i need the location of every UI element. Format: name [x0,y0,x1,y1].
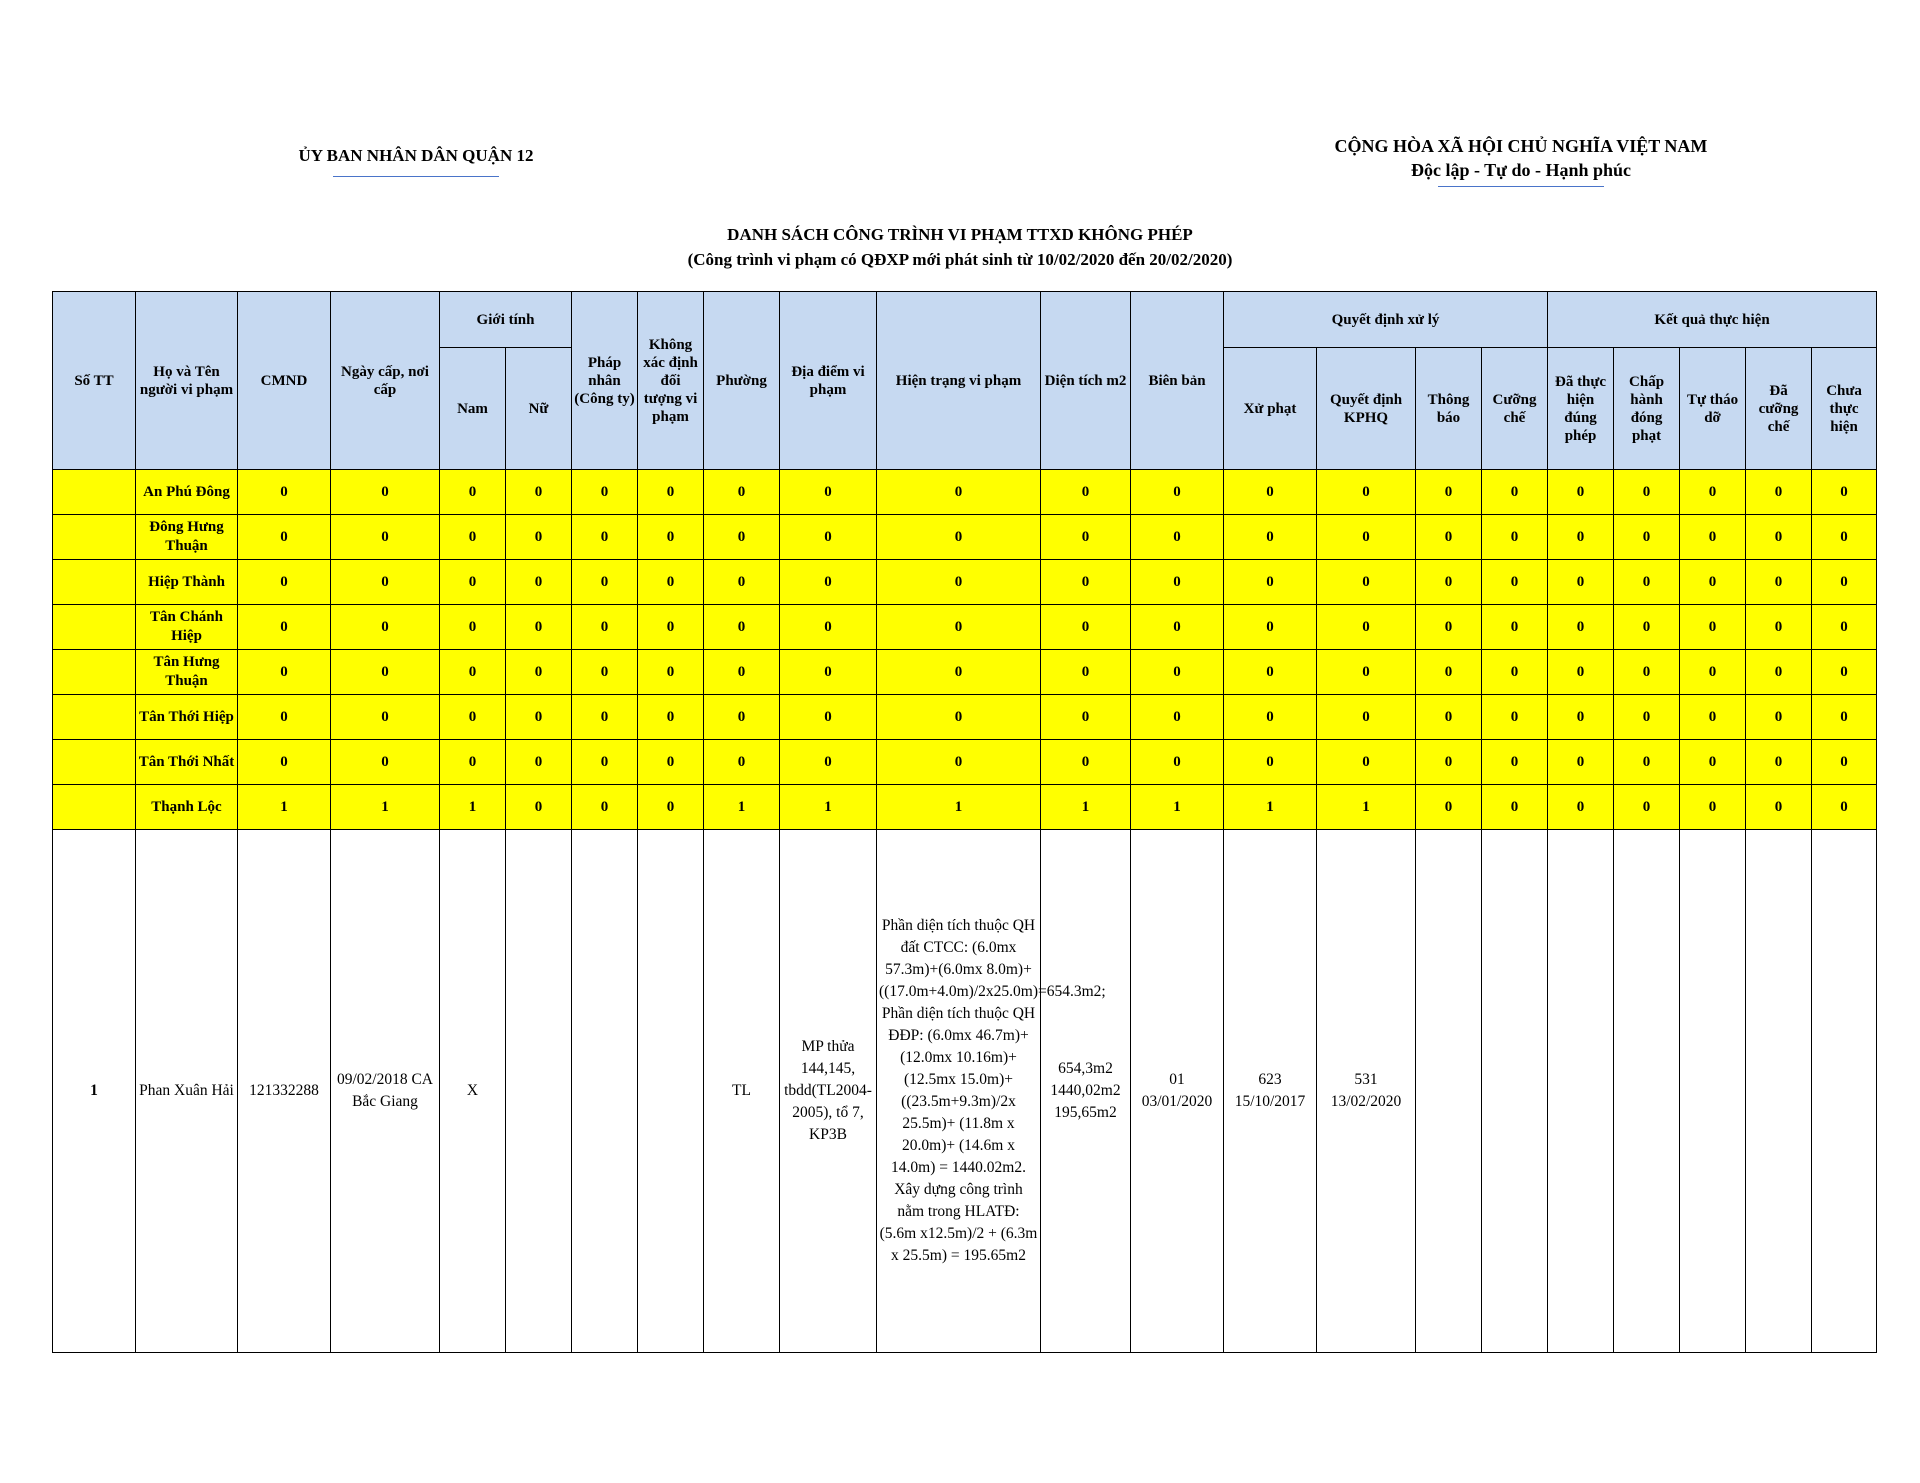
ward-name: Thạnh Lộc [136,785,238,830]
detail-so-tt: 1 [53,830,136,1353]
detail-dia-diem: MP thửa 144,145, tbdd(TL2004-2005), tổ 7, KP3B [780,830,877,1353]
ward-so-tt [53,785,136,830]
ward-value: 0 [1548,695,1614,740]
ward-row [53,695,1877,740]
ward-value: 0 [780,515,877,560]
ward-value: 0 [704,650,780,695]
detail-kphq: 531 13/02/2020 [1317,830,1416,1353]
ward-value: 0 [1548,515,1614,560]
ward-value: 0 [1416,740,1482,785]
ward-value: 0 [331,695,440,740]
ward-value: 0 [1224,695,1317,740]
ward-value: 0 [704,695,780,740]
ward-so-tt [53,515,136,560]
header-chap-hanh: Chấp hành đóng phạt [1614,348,1680,470]
ward-value: 0 [238,515,331,560]
ward-value: 0 [440,515,506,560]
detail-tu-thao-do [1680,830,1746,1353]
ward-value: 0 [1416,470,1482,515]
national-header [1296,134,1746,187]
ward-value: 0 [1131,605,1224,650]
ward-value: 0 [1614,605,1680,650]
ward-value: 0 [1317,695,1416,740]
ward-row [53,785,1877,830]
detail-thong-bao [1416,830,1482,1353]
ward-value: 0 [1416,695,1482,740]
ward-value: 0 [238,650,331,695]
ward-row [53,605,1877,650]
ward-value: 0 [1548,650,1614,695]
ward-value: 0 [1614,650,1680,695]
ward-value: 0 [1812,470,1877,515]
ward-value: 0 [572,650,638,695]
detail-khong-xac-dinh [638,830,704,1353]
table-row [53,830,1877,1353]
ward-so-tt [53,470,136,515]
ward-value: 0 [1614,740,1680,785]
detail-ho-ten: Phan Xuân Hải [136,830,238,1353]
detail-da-cuong-che [1746,830,1812,1353]
ward-value: 0 [1131,470,1224,515]
ward-value: 0 [331,470,440,515]
ward-row [53,560,1877,605]
ward-value: 0 [1614,785,1680,830]
header-cuong-che: Cưỡng chế [1482,348,1548,470]
ward-value: 0 [1614,515,1680,560]
ward-value: 0 [1482,605,1548,650]
header-tu-thao-do: Tự tháo dỡ [1680,348,1746,470]
ward-value: 0 [1680,515,1746,560]
ward-value: 0 [1416,785,1482,830]
ward-value: 0 [331,515,440,560]
agency-name: ỦY BAN NHÂN DÂN QUẬN 12 [298,146,534,165]
detail-phap-nhan [572,830,638,1353]
ward-value: 0 [780,740,877,785]
ward-value: 0 [704,740,780,785]
ward-value: 0 [1812,515,1877,560]
ward-value: 0 [506,650,572,695]
ward-value: 0 [1224,515,1317,560]
agency-underline [333,176,499,177]
ward-value: 1 [877,785,1041,830]
ward-value: 0 [238,740,331,785]
national-title: CỘNG HÒA XÃ HỘI CHỦ NGHĨA VIỆT NAM [1334,136,1708,156]
ward-so-tt [53,740,136,785]
header-xu-phat: Xử phạt [1224,348,1317,470]
ward-value: 0 [1041,560,1131,605]
header-phap-nhan: Pháp nhân (Công ty) [572,292,638,470]
ward-name: An Phú Đông [136,470,238,515]
ward-value: 0 [1746,740,1812,785]
ward-so-tt [53,695,136,740]
ward-value: 0 [1746,560,1812,605]
ward-row [53,515,1877,560]
ward-value: 0 [638,695,704,740]
header-chua-thuc-hien: Chưa thực hiện [1812,348,1877,470]
header-ho-ten: Họ và Tên người vi phạm [136,292,238,470]
motto-underline [1438,186,1604,187]
ward-value: 0 [877,695,1041,740]
detail-nu [506,830,572,1353]
title-main: DANH SÁCH CÔNG TRÌNH VI PHẠM TTXD KHÔNG PHÉP [727,225,1193,244]
ward-value: 0 [704,515,780,560]
ward-so-tt [53,605,136,650]
ward-value: 0 [1041,650,1131,695]
ward-value: 0 [1680,695,1746,740]
ward-value: 0 [1548,560,1614,605]
ward-value: 0 [780,560,877,605]
detail-rows [53,830,1877,1353]
ward-value: 0 [1812,650,1877,695]
national-motto: Độc lập - Tự do - Hạnh phúc [1410,160,1632,180]
violation-table [52,291,1877,1353]
ward-value: 0 [1548,605,1614,650]
ward-value: 0 [1548,740,1614,785]
ward-value: 0 [1614,560,1680,605]
ward-value: 0 [877,515,1041,560]
ward-name: Hiệp Thành [136,560,238,605]
header-hien-trang: Hiện trạng vi phạm [877,292,1041,470]
ward-value: 0 [331,560,440,605]
ward-value: 0 [238,470,331,515]
header-nam: Nam [440,348,506,470]
ward-value: 0 [572,515,638,560]
ward-value: 0 [1131,695,1224,740]
ward-value: 0 [1746,785,1812,830]
ward-value: 0 [638,605,704,650]
ward-so-tt [53,560,136,605]
ward-value: 0 [1317,515,1416,560]
ward-value: 0 [440,740,506,785]
ward-value: 0 [1482,515,1548,560]
detail-phuong: TL [704,830,780,1353]
header-group-gioi-tinh: Giới tính [440,292,572,348]
ward-row [53,650,1877,695]
ward-value: 0 [506,515,572,560]
ward-value: 0 [1812,695,1877,740]
ward-value: 0 [1224,740,1317,785]
ward-value: 0 [1131,740,1224,785]
detail-da-thuc-hien [1548,830,1614,1353]
ward-value: 0 [1224,470,1317,515]
ward-value: 0 [877,470,1041,515]
ward-value: 0 [1680,470,1746,515]
header-group-quyet-dinh: Quyết định xử lý [1224,292,1548,348]
header-cmnd: CMND [238,292,331,470]
ward-name: Đông Hưng Thuận [136,515,238,560]
ward-value: 0 [877,650,1041,695]
ward-value: 1 [1317,785,1416,830]
ward-value: 0 [1746,470,1812,515]
detail-chua-thuc-hien [1812,830,1877,1353]
detail-dien-tich: 654,3m2 1440,02m2 195,65m2 [1041,830,1131,1353]
ward-value: 0 [638,650,704,695]
ward-value: 0 [1746,650,1812,695]
ward-name: Tân Thới Hiệp [136,695,238,740]
ward-value: 1 [331,785,440,830]
ward-summary-rows [53,470,1877,830]
ward-value: 0 [572,695,638,740]
ward-value: 0 [1131,650,1224,695]
ward-value: 0 [780,650,877,695]
header-dia-diem: Địa điểm vi phạm [780,292,877,470]
ward-value: 0 [1041,740,1131,785]
ward-value: 0 [1317,560,1416,605]
header-dien-tich: Diện tích m2 [1041,292,1131,470]
ward-value: 0 [506,605,572,650]
ward-so-tt [53,650,136,695]
ward-value: 1 [1041,785,1131,830]
ward-value: 0 [1812,560,1877,605]
ward-value: 0 [331,740,440,785]
ward-value: 0 [1224,560,1317,605]
ward-value: 0 [1746,695,1812,740]
ward-value: 0 [1614,695,1680,740]
ward-name: Tân Thới Nhất [136,740,238,785]
ward-value: 0 [1746,515,1812,560]
detail-cuong-che [1482,830,1548,1353]
header-so-tt: Số TT [53,292,136,470]
ward-value: 0 [440,560,506,605]
ward-value: 0 [1812,785,1877,830]
ward-value: 0 [877,740,1041,785]
ward-value: 0 [704,470,780,515]
header-thong-bao: Thông báo [1416,348,1482,470]
ward-value: 0 [704,605,780,650]
ward-value: 0 [1548,785,1614,830]
ward-row [53,740,1877,785]
ward-value: 0 [506,740,572,785]
header-da-cuong-che: Đã cưỡng chế [1746,348,1812,470]
ward-value: 0 [1041,695,1131,740]
ward-value: 1 [780,785,877,830]
ward-value: 0 [780,605,877,650]
ward-value: 1 [440,785,506,830]
ward-value: 1 [1131,785,1224,830]
ward-value: 0 [1482,650,1548,695]
ward-value: 0 [704,560,780,605]
header-ngay-cap: Ngày cấp, nơi cấp [331,292,440,470]
ward-value: 0 [780,470,877,515]
detail-cmnd: 121332288 [238,830,331,1353]
detail-hien-trang: Phần diện tích thuộc QH đất CTCC: (6.0mx 57.3m)+(6.0mx 8.0m)+((17.0m+4.0m)/2x25.0m)=654.3m2; Phần diện tích thuộc QH ĐĐP: (6.0mx 46.7m)+(12.0mx 10.16m)+(12.5mx 15.0m)+((23.5m+9.3m)/2x 25.5m)+ (11.8m x 20.0m)+ (14.6m x 14.0m) = 1440.02m2. Xây dựng công trình nằm trong HLATĐ: (5.6m x12.5m)/2 + (6.3m x 25.5m) = 195.65m2 [877,830,1041,1353]
ward-value: 0 [572,785,638,830]
ward-value: 0 [1680,785,1746,830]
ward-value: 0 [572,605,638,650]
ward-value: 0 [1224,650,1317,695]
ward-value: 0 [638,740,704,785]
ward-value: 0 [1416,605,1482,650]
ward-value: 0 [1317,650,1416,695]
header-da-thuc-hien: Đã thực hiện đúng phép [1548,348,1614,470]
ward-value: 0 [1416,560,1482,605]
ward-value: 0 [1317,740,1416,785]
ward-value: 1 [704,785,780,830]
ward-value: 0 [572,560,638,605]
title-sub: (Công trình vi phạm có QĐXP mới phát sinh từ 10/02/2020 đến 20/02/2020) [687,250,1233,269]
ward-name: Tân Hưng Thuận [136,650,238,695]
ward-value: 0 [572,470,638,515]
ward-value: 0 [1317,470,1416,515]
ward-value: 0 [1746,605,1812,650]
ward-value: 0 [1680,560,1746,605]
ward-value: 0 [1482,470,1548,515]
ward-value: 0 [1482,785,1548,830]
ward-value: 0 [1680,740,1746,785]
agency-header [276,146,556,177]
ward-value: 0 [1224,605,1317,650]
ward-value: 0 [506,470,572,515]
ward-value: 0 [1482,560,1548,605]
header-bien-ban: Biên bản [1131,292,1224,470]
ward-value: 0 [440,695,506,740]
ward-value: 1 [238,785,331,830]
ward-value: 0 [1482,695,1548,740]
ward-value: 0 [638,515,704,560]
header-group-ket-qua: Kết quả thực hiện [1548,292,1877,348]
detail-chap-hanh [1614,830,1680,1353]
ward-value: 0 [877,560,1041,605]
ward-value: 0 [1131,515,1224,560]
detail-nam: X [440,830,506,1353]
ward-value: 0 [1482,740,1548,785]
ward-value: 0 [1614,470,1680,515]
ward-value: 0 [1680,650,1746,695]
ward-value: 0 [1041,605,1131,650]
ward-value: 0 [638,785,704,830]
detail-xu-phat: 623 15/10/2017 [1224,830,1317,1353]
ward-value: 0 [506,560,572,605]
ward-value: 0 [506,695,572,740]
ward-value: 0 [506,785,572,830]
ward-value: 0 [1416,650,1482,695]
header-kphq: Quyết định KPHQ [1317,348,1416,470]
header-phuong: Phường [704,292,780,470]
ward-value: 0 [238,560,331,605]
ward-value: 0 [1812,740,1877,785]
ward-value: 0 [440,650,506,695]
ward-value: 0 [440,605,506,650]
ward-value: 0 [1812,605,1877,650]
ward-value: 0 [1680,605,1746,650]
ward-value: 0 [1548,470,1614,515]
detail-ngay-cap: 09/02/2018 CA Bắc Giang [331,830,440,1353]
ward-value: 0 [1416,515,1482,560]
ward-value: 0 [1041,515,1131,560]
ward-name: Tân Chánh Hiệp [136,605,238,650]
ward-value: 0 [877,605,1041,650]
ward-value: 0 [638,560,704,605]
header-khong-xac-dinh: Không xác định đối tượng vi phạm [638,292,704,470]
header-nu: Nữ [506,348,572,470]
ward-value: 0 [780,695,877,740]
ward-value: 0 [638,470,704,515]
detail-bien-ban: 01 03/01/2020 [1131,830,1224,1353]
ward-row [53,470,1877,515]
ward-value: 0 [1041,470,1131,515]
ward-value: 0 [238,695,331,740]
ward-value: 0 [238,605,331,650]
ward-value: 0 [331,605,440,650]
ward-value: 0 [440,470,506,515]
document-title [0,222,1920,272]
ward-value: 0 [572,740,638,785]
ward-value: 1 [1224,785,1317,830]
ward-value: 0 [331,650,440,695]
ward-value: 0 [1131,560,1224,605]
ward-value: 0 [1317,605,1416,650]
